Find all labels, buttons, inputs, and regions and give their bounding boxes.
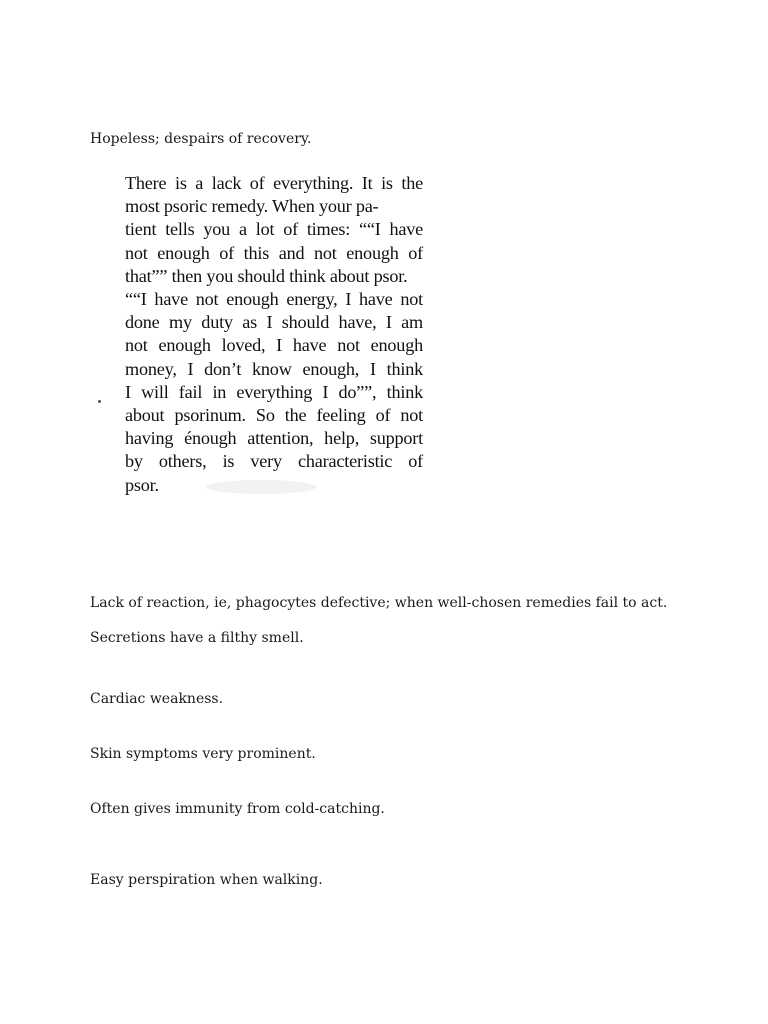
excerpt-line: most psoric remedy. When your pa- (125, 196, 379, 217)
note-line: Easy perspiration when walking. (90, 872, 323, 888)
excerpt-line: about psorinum. So the feeling of not (125, 405, 423, 426)
excerpt-line: tient tells you a lot of times: ““I have (125, 219, 423, 240)
excerpt-line: by others, is very characteristic of (125, 451, 423, 472)
excerpt-line: I will fail in everything I do””, think (125, 381, 423, 402)
note-line: Often gives immunity from cold-catching. (90, 801, 385, 817)
excerpt-line: done my duty as I should have, I am (125, 312, 423, 333)
excerpt-line: not enough loved, I have not enough (125, 335, 423, 356)
note-line: Cardiac weakness. (90, 691, 224, 707)
excerpt-line: There is a lack of everything. It is the (125, 173, 423, 193)
excerpt-line: money, I don’t know enough, I think (125, 358, 423, 379)
note-line: Skin symptoms very prominent. (90, 746, 316, 762)
excerpt-line: ““I have not enough energy, I have not (125, 289, 423, 310)
excerpt-text (125, 172, 423, 497)
excerpt-line: not enough of this and not enough of (125, 242, 423, 263)
heading-line: Hopeless; despairs of recovery. (90, 131, 312, 147)
scanned-excerpt-image (96, 166, 436, 510)
excerpt-line: psor. (125, 474, 159, 495)
note-line: Lack of reaction, ie, phagocytes defective; when well-chosen remedies fail to act. (90, 595, 668, 611)
scan-speck (98, 400, 101, 403)
excerpt-line: having énough attention, help, support (125, 428, 423, 449)
note-line: Secretions have a filthy smell. (90, 630, 304, 646)
excerpt-line: that”” then you should think about psor. (125, 265, 408, 286)
